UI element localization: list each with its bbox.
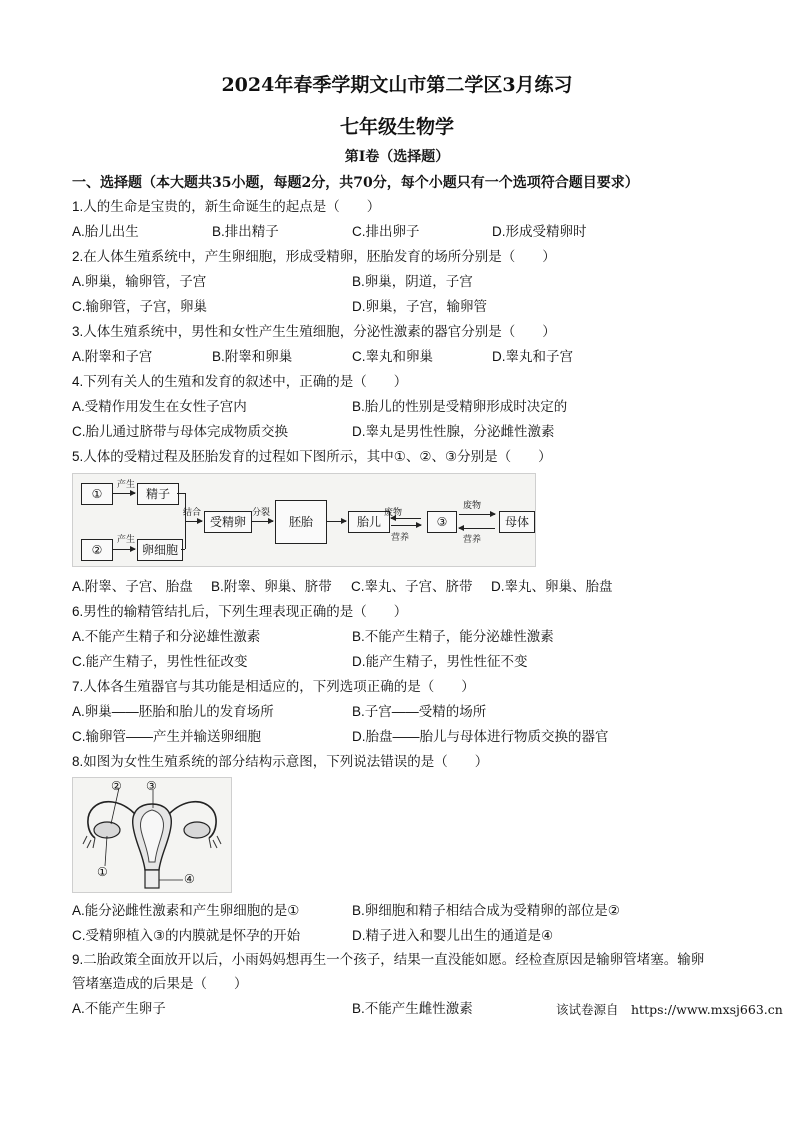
diagram8-label-2: ②	[111, 779, 122, 793]
label-waste-1: 废物	[384, 507, 403, 517]
option-1c: C.排出卵子	[352, 224, 420, 239]
option-7b: B.子宫——受精的场所	[352, 704, 487, 719]
option-8b: B.卵细胞和精子相结合成为受精卵的部位是②	[352, 903, 620, 918]
sperm-box: 精子	[137, 483, 179, 505]
label-nutrient-1: 营养	[391, 532, 410, 542]
diagram5-blank-2: ②	[81, 539, 113, 561]
label-divide: 分裂	[252, 507, 271, 517]
option-6a: A.不能产生精子和分泌雄性激素	[72, 629, 261, 644]
option-6d: D.能产生精子，男性性征不变	[352, 654, 528, 669]
option-6c: C.能产生精子，男性性征改变	[72, 654, 248, 669]
label-nutrient-2: 营养	[463, 534, 482, 544]
exam-subtitle: 七年级生物学	[339, 116, 454, 138]
option-4d: D.睾丸是男性性腺，分泌雌性激素	[352, 424, 555, 439]
diagram5-blank-1: ①	[81, 483, 113, 505]
option-3b: B.附睾和卵巢	[212, 349, 293, 364]
question-stem-4: 4.下列有关人的生殖和发育的叙述中，正确的是（ ）	[72, 374, 408, 389]
option-1b: B.排出精子	[212, 224, 279, 239]
option-7c: C.输卵管——产生并输送卵细胞	[72, 729, 261, 744]
diagram8-label-3: ③	[146, 779, 157, 793]
label-combine: 结合	[183, 507, 202, 517]
question-stem-5: 5.人体的受精过程及胚胎发育的过程如下图所示，其中①、②、③分别是（ ）	[72, 449, 552, 464]
exam-title: 2024年春季学期文山市第二学区3月练习	[221, 74, 573, 96]
option-1a: A.胎儿出生	[72, 224, 139, 239]
embryo-box: 胚胎	[275, 500, 327, 544]
option-5a: A.附睾、子宫、胎盘	[72, 579, 193, 594]
question-stem-1: 1.人的生命是宝贵的，新生命诞生的起点是（ ）	[72, 199, 381, 214]
diagram8-label-1: ①	[97, 865, 108, 879]
question-stem-9: 9.二胎政策全面放开以后，小雨妈妈想再生一个孩子，结果一直没能如愿。经检查原因是输卵管堵塞。输卵	[72, 952, 705, 967]
option-4b: B.胎儿的性别是受精卵形成时决定的	[352, 399, 568, 414]
option-3c: C.睾丸和卵巢	[352, 349, 433, 364]
question-stem-2: 2.在人体生殖系统中，产生卵细胞，形成受精卵，胚胎发育的场所分别是（ ）	[72, 249, 556, 264]
label-produce-2: 产生	[117, 534, 136, 544]
diagram8-label-4: ④	[184, 872, 195, 886]
option-2a: A.卵巢，输卵管，子宫	[72, 274, 207, 289]
fetus-box: 胎儿	[348, 511, 390, 533]
option-1d: D.形成受精卵时	[492, 224, 587, 239]
section-heading: 一、选择题（本大题共35小题，每题2分，共70分，每个小题只有一个选项符合题目要求）	[72, 175, 639, 191]
source-watermark: 该试卷源自 https://www.mxsj663.cn	[556, 1002, 783, 1017]
question-stem-7: 7.人体各生殖器官与其功能是相适应的，下列选项正确的是（ ）	[72, 679, 475, 694]
option-5b: B.附睾、卵巢、脐带	[211, 579, 332, 594]
question-stem-6: 6.男性的输精管结扎后，下列生理表现正确的是（ ）	[72, 604, 408, 619]
label-produce-1: 产生	[117, 479, 136, 489]
option-2d: D.卵巢，子宫，输卵管	[352, 299, 487, 314]
option-2b: B.卵巢，阴道，子宫	[352, 274, 473, 289]
mother-box: 母体	[499, 511, 535, 533]
option-4a: A.受精作用发生在女性子宫内	[72, 399, 247, 414]
question-stem-3: 3.人体生殖系统中，男性和女性产生生殖细胞，分泌性激素的器官分别是（ ）	[72, 324, 556, 339]
option-9a: A.不能产生卵子	[72, 1001, 166, 1016]
option-2c: C.输卵管，子宫，卵巢	[72, 299, 207, 314]
option-9b: B.不能产生雌性激素	[352, 1001, 473, 1016]
option-7a: A.卵巢——胚胎和胎儿的发育场所	[72, 704, 274, 719]
option-8d: D.精子进入和婴儿出生的通道是④	[352, 928, 554, 943]
question-stem-9-cont: 管堵塞造成的后果是（ ）	[72, 976, 248, 991]
option-5d: D.睾丸、卵巢、胎盘	[491, 579, 613, 594]
option-7d: D.胎盘——胎儿与母体进行物质交换的器官	[352, 729, 609, 744]
option-8a: A.能分泌雌性激素和产生卵细胞的是①	[72, 903, 300, 918]
option-6b: B.不能产生精子，能分泌雄性激素	[352, 629, 554, 644]
egg-box: 卵细胞	[137, 539, 183, 561]
option-8c: C.受精卵植入③的内膜就是怀孕的开始	[72, 928, 301, 943]
option-4c: C.胎儿通过脐带与母体完成物质交换	[72, 424, 288, 439]
option-5c: C.睾丸、子宫、脐带	[351, 579, 473, 594]
zygote-box: 受精卵	[204, 511, 252, 533]
female-reproductive-diagram	[72, 777, 232, 893]
part-heading: 第Ⅰ卷（选择题）	[344, 149, 450, 165]
fertilization-diagram	[72, 473, 536, 567]
diagram5-blank-3: ③	[427, 511, 457, 533]
question-stem-8: 8.如图为女性生殖系统的部分结构示意图，下列说法错误的是（ ）	[72, 754, 489, 769]
option-3d: D.睾丸和子宫	[492, 349, 573, 364]
option-3a: A.附睾和子宫	[72, 349, 153, 364]
label-waste-2: 废物	[463, 500, 482, 510]
